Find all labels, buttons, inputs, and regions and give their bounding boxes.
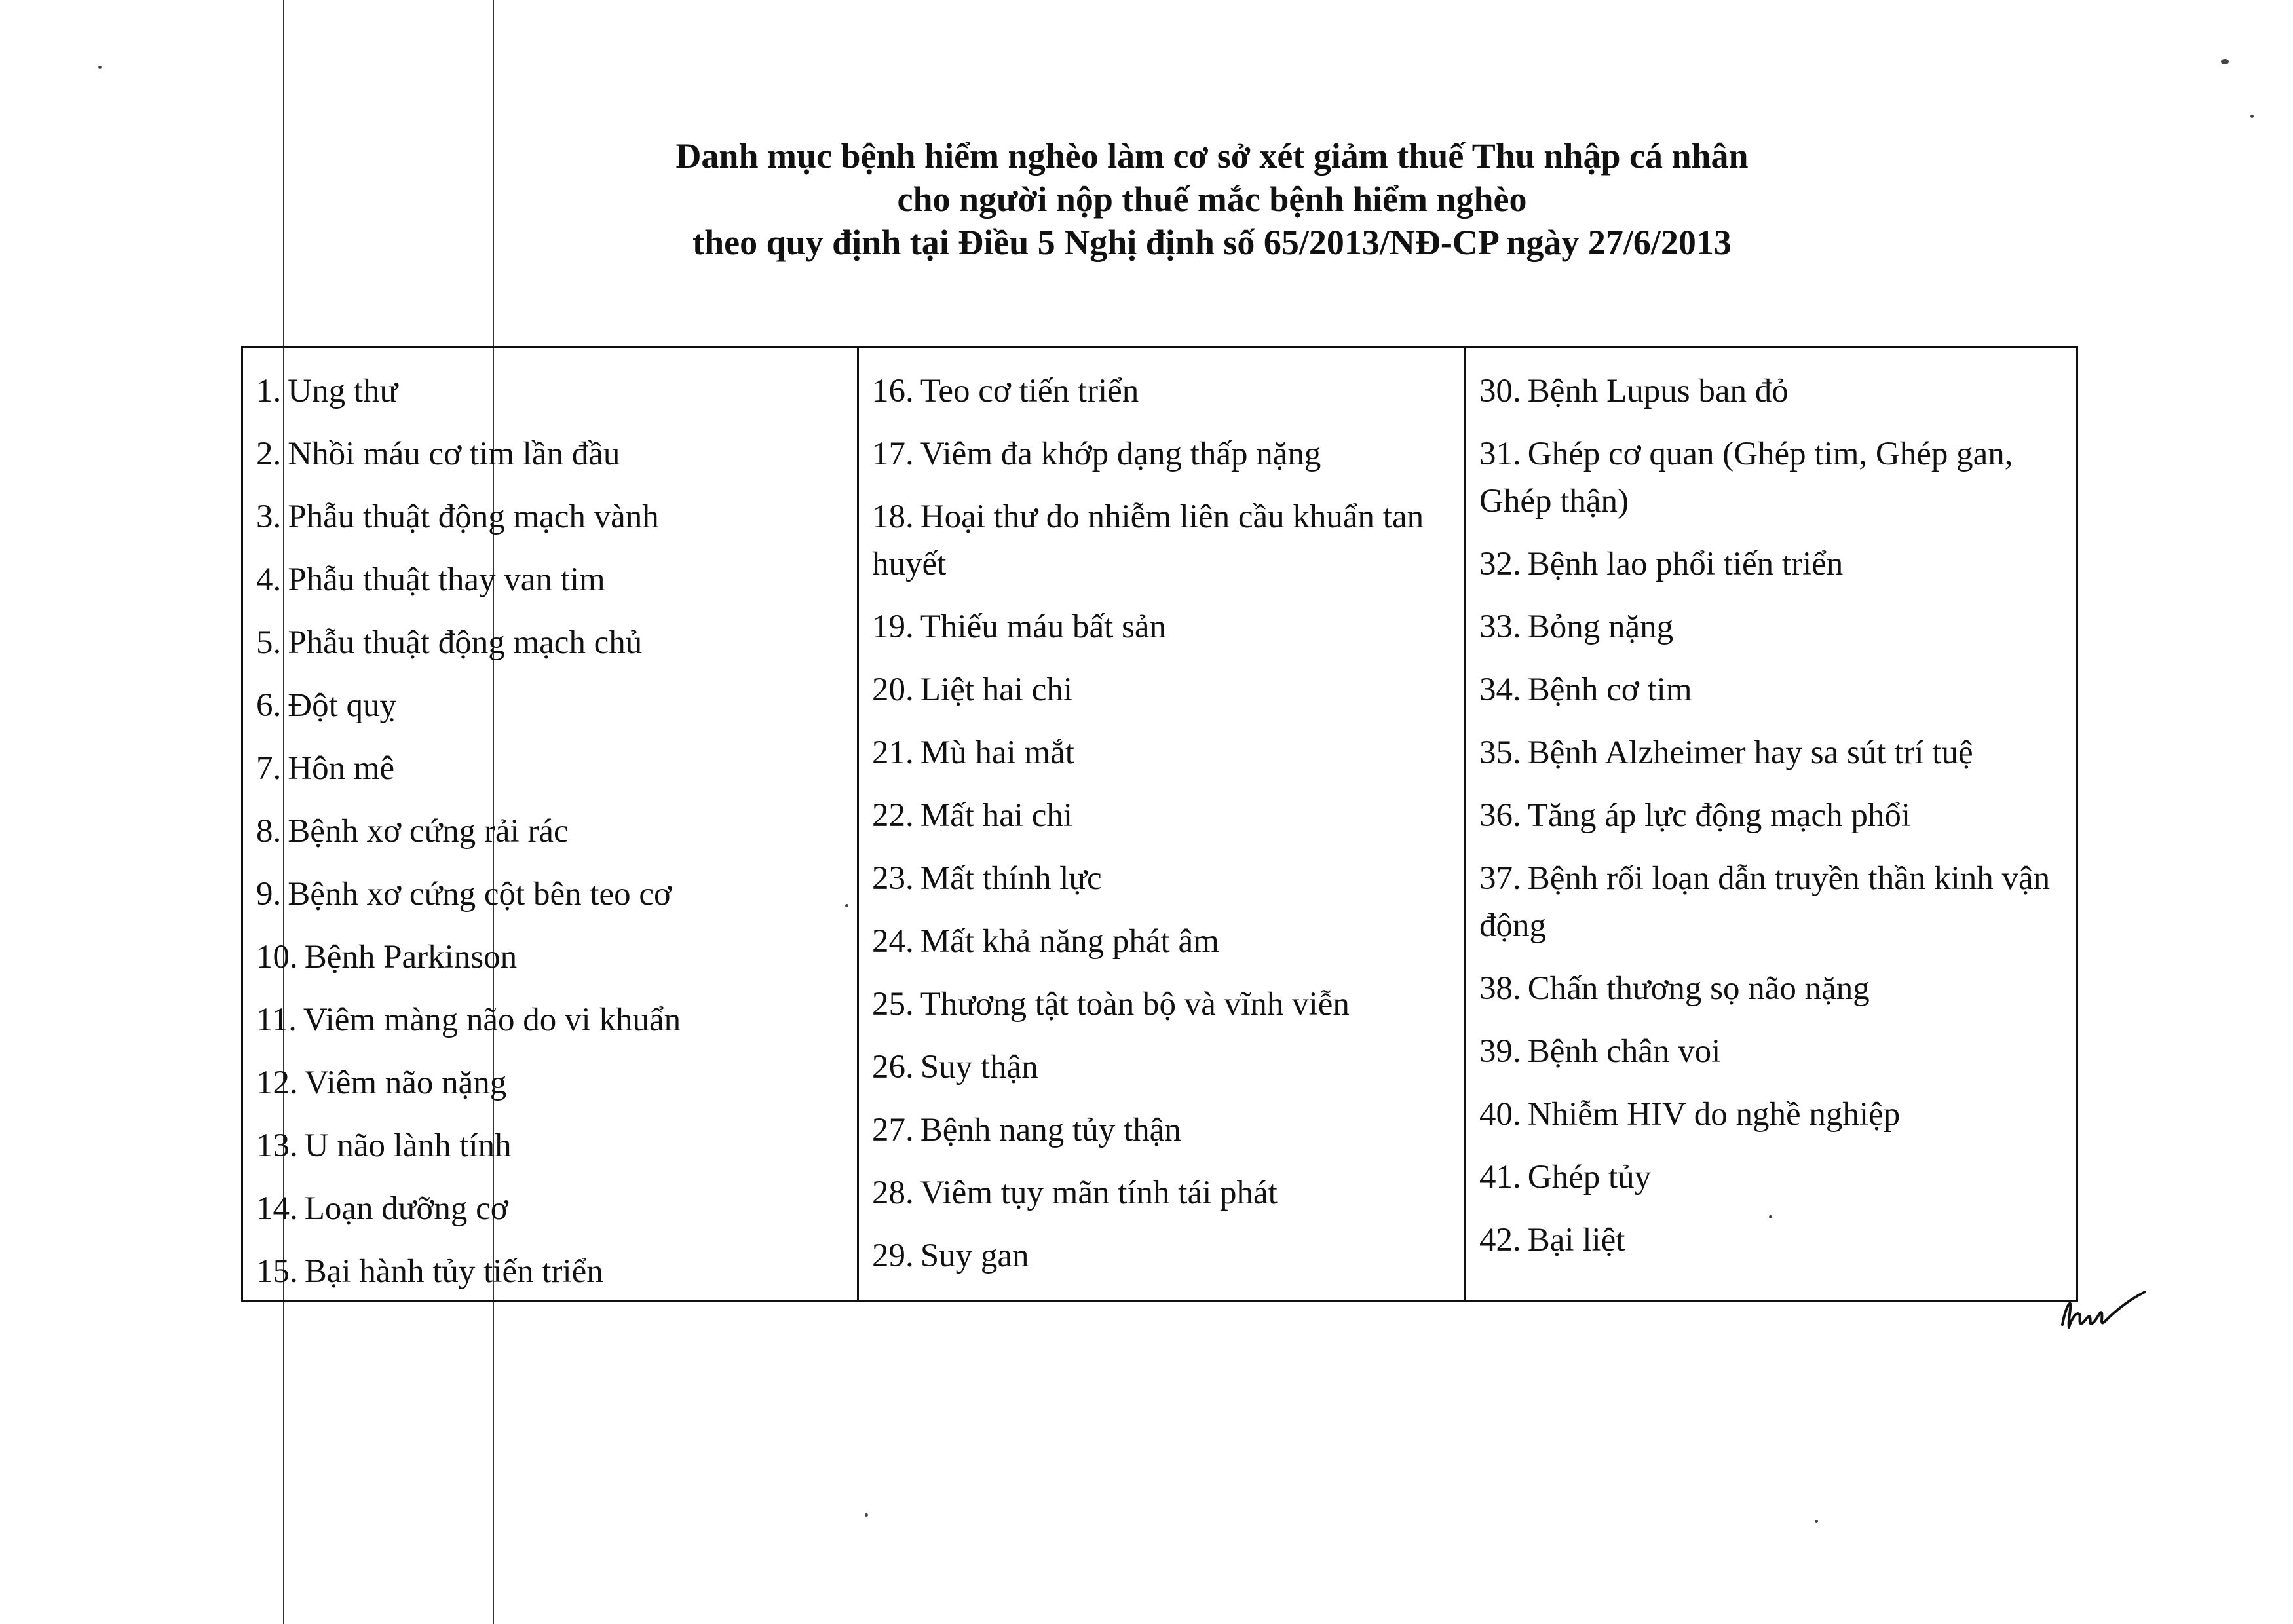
scan-speck	[98, 66, 102, 69]
list-item	[256, 682, 857, 729]
list-item	[872, 666, 1464, 713]
item-text: Viêm màng não do vi khuẩn	[303, 1002, 681, 1038]
item-text: Thiếu máu bất sản	[920, 609, 1167, 645]
list-item	[256, 1185, 857, 1232]
item-number: 41.	[1479, 1159, 1521, 1196]
list-item	[872, 981, 1464, 1028]
list-item	[256, 493, 857, 540]
item-text: Bệnh xơ cứng cột bên teo cơ	[288, 876, 672, 913]
item-number: 37.	[1479, 860, 1521, 897]
item-text: Liệt hai chi	[920, 671, 1072, 708]
list-item	[256, 556, 857, 603]
item-text: Tăng áp lực động mạch phổi	[1527, 797, 1910, 834]
list-item	[872, 368, 1464, 415]
item-number: 34.	[1479, 671, 1521, 708]
scan-speck	[2250, 115, 2254, 118]
title-line-1: Danh mục bệnh hiểm nghèo làm cơ sở xét giảm thuế Thu nhập cá nhân	[675, 136, 1749, 176]
item-number: 1.	[256, 373, 282, 409]
table-column-2	[857, 348, 1464, 1300]
item-number: 21.	[872, 734, 914, 771]
item-number: 2.	[256, 436, 282, 472]
document-title	[0, 134, 2293, 264]
item-text: Mất hai chi	[920, 797, 1073, 834]
item-number: 23.	[872, 860, 914, 897]
list-item	[872, 918, 1464, 965]
item-number: 7.	[256, 750, 282, 787]
title-line-3: theo quy định tại Điều 5 Nghị định số 65/2013/NĐ-CP ngày 27/6/2013	[692, 223, 1732, 262]
scan-speck	[865, 1513, 868, 1517]
item-text: Phẫu thuật động mạch vành	[288, 499, 659, 535]
item-text: Phẫu thuật động mạch chủ	[288, 624, 643, 661]
item-number: 29.	[872, 1237, 914, 1274]
scan-speck	[1815, 1520, 1818, 1523]
item-number: 10.	[256, 939, 298, 975]
list-item	[256, 934, 857, 981]
list-item	[1479, 540, 2070, 588]
item-number: 19.	[872, 609, 914, 645]
list-item	[872, 1044, 1464, 1091]
item-text: Bệnh Parkinson	[304, 939, 518, 975]
list-item	[1479, 666, 2070, 713]
item-text: Suy thận	[920, 1049, 1038, 1086]
item-text: Bệnh Lupus ban đỏ	[1527, 373, 1789, 409]
item-text: Viêm tụy mãn tính tái phát	[920, 1175, 1278, 1211]
list-item	[1479, 965, 2070, 1012]
item-text: Bệnh lao phổi tiến triển	[1527, 546, 1844, 582]
item-text: Loạn dưỡng cơ	[304, 1190, 508, 1227]
item-text: Bệnh xơ cứng rải rác	[288, 813, 569, 850]
list-item	[256, 368, 857, 415]
item-text: Bệnh nang tủy thận	[920, 1112, 1181, 1148]
item-number: 27.	[872, 1112, 914, 1148]
list-item	[1479, 1028, 2070, 1075]
list-item	[256, 996, 857, 1044]
list-item	[872, 603, 1464, 651]
item-text: Bệnh cơ tim	[1527, 671, 1692, 708]
item-number: 14.	[256, 1190, 298, 1227]
list-item	[1479, 430, 2070, 525]
item-number: 16.	[872, 373, 914, 409]
item-text: Phẫu thuật thay van tim	[288, 561, 605, 598]
item-text: Mù hai mắt	[920, 734, 1074, 771]
item-number: 18.	[872, 499, 914, 535]
item-text: Bệnh rối loạn dẫn truyền thần kinh vận động	[1479, 860, 2051, 944]
item-number: 24.	[872, 923, 914, 960]
item-number: 22.	[872, 797, 914, 834]
item-number: 9.	[256, 876, 282, 913]
item-text: Viêm não nặng	[304, 1065, 507, 1101]
item-number: 4.	[256, 561, 282, 598]
item-text: Nhồi máu cơ tim lần đầu	[288, 436, 620, 472]
item-text: Đột quỵ	[288, 687, 396, 724]
item-number: 33.	[1479, 609, 1521, 645]
item-text: Suy gan	[920, 1237, 1029, 1274]
item-number: 28.	[872, 1175, 914, 1211]
item-number: 12.	[256, 1065, 298, 1101]
list-item	[256, 1059, 857, 1106]
table-column-3	[1464, 348, 2076, 1300]
list-item	[256, 619, 857, 666]
item-text: Bại hành tủy tiến triển	[304, 1253, 603, 1290]
list-item	[256, 808, 857, 855]
list-item	[872, 792, 1464, 839]
list-item	[1479, 855, 2070, 949]
list-item	[1479, 603, 2070, 651]
item-number: 8.	[256, 813, 282, 850]
list-item	[256, 745, 857, 792]
item-text: Bệnh chân voi	[1527, 1033, 1721, 1070]
item-number: 36.	[1479, 797, 1521, 834]
list-item	[872, 493, 1464, 588]
item-number: 17.	[872, 436, 914, 472]
item-text: Mất thính lực	[920, 860, 1102, 897]
item-number: 39.	[1479, 1033, 1521, 1070]
item-text: Ghép tủy	[1527, 1159, 1652, 1196]
item-number: 26.	[872, 1049, 914, 1086]
item-number: 5.	[256, 624, 282, 661]
list-item	[1479, 368, 2070, 415]
item-number: 3.	[256, 499, 282, 535]
item-text: Teo cơ tiến triển	[920, 373, 1139, 409]
item-number: 30.	[1479, 373, 1521, 409]
item-text: Nhiễm HIV do nghề nghiệp	[1527, 1096, 1901, 1133]
item-text: Ung thư	[288, 373, 398, 409]
item-number: 31.	[1479, 436, 1521, 472]
list-item	[1479, 1154, 2070, 1201]
item-number: 40.	[1479, 1096, 1521, 1133]
list-item	[872, 855, 1464, 902]
item-text: Hôn mê	[288, 750, 395, 787]
item-number: 6.	[256, 687, 282, 724]
list-item	[872, 729, 1464, 776]
list-item	[256, 1122, 857, 1169]
list-item	[1479, 792, 2070, 839]
item-number: 11.	[256, 1002, 297, 1038]
list-item	[256, 430, 857, 478]
title-line-2: cho người nộp thuế mắc bệnh hiểm nghèo	[897, 179, 1527, 219]
list-item	[256, 871, 857, 918]
list-item	[256, 1248, 857, 1295]
item-number: 32.	[1479, 546, 1521, 582]
table-column-1	[243, 348, 857, 1300]
item-text: Chấn thương sọ não nặng	[1527, 970, 1870, 1007]
disease-list-table	[241, 346, 2078, 1302]
item-number: 20.	[872, 671, 914, 708]
list-item	[872, 1106, 1464, 1154]
item-text: U não lành tính	[304, 1127, 512, 1164]
item-text: Bệnh Alzheimer hay sa sút trí tuệ	[1527, 734, 1973, 771]
list-item	[872, 1169, 1464, 1217]
list-item	[1479, 1091, 2070, 1138]
list-item	[1479, 1217, 2070, 1264]
item-number: 35.	[1479, 734, 1521, 771]
item-text: Mất khả năng phát âm	[920, 923, 1219, 960]
item-number: 25.	[872, 986, 914, 1023]
item-text: Hoại thư do nhiễm liên cầu khuẩn tan huyết	[872, 499, 1424, 582]
item-number: 13.	[256, 1127, 298, 1164]
item-text: Viêm đa khớp dạng thấp nặng	[920, 436, 1321, 472]
list-item	[872, 1232, 1464, 1279]
scan-speck	[2221, 59, 2229, 64]
list-item	[872, 430, 1464, 478]
item-text: Bại liệt	[1527, 1222, 1625, 1258]
item-number: 38.	[1479, 970, 1521, 1007]
item-number: 42.	[1479, 1222, 1521, 1258]
item-text: Thương tật toàn bộ và vĩnh viễn	[920, 986, 1350, 1023]
item-number: 15.	[256, 1253, 298, 1290]
item-text: Ghép cơ quan (Ghép tim, Ghép gan, Ghép thận)	[1479, 436, 2013, 519]
item-text: Bỏng nặng	[1527, 609, 1674, 645]
list-item	[1479, 729, 2070, 776]
handwritten-initials-signature	[2057, 1284, 2149, 1343]
